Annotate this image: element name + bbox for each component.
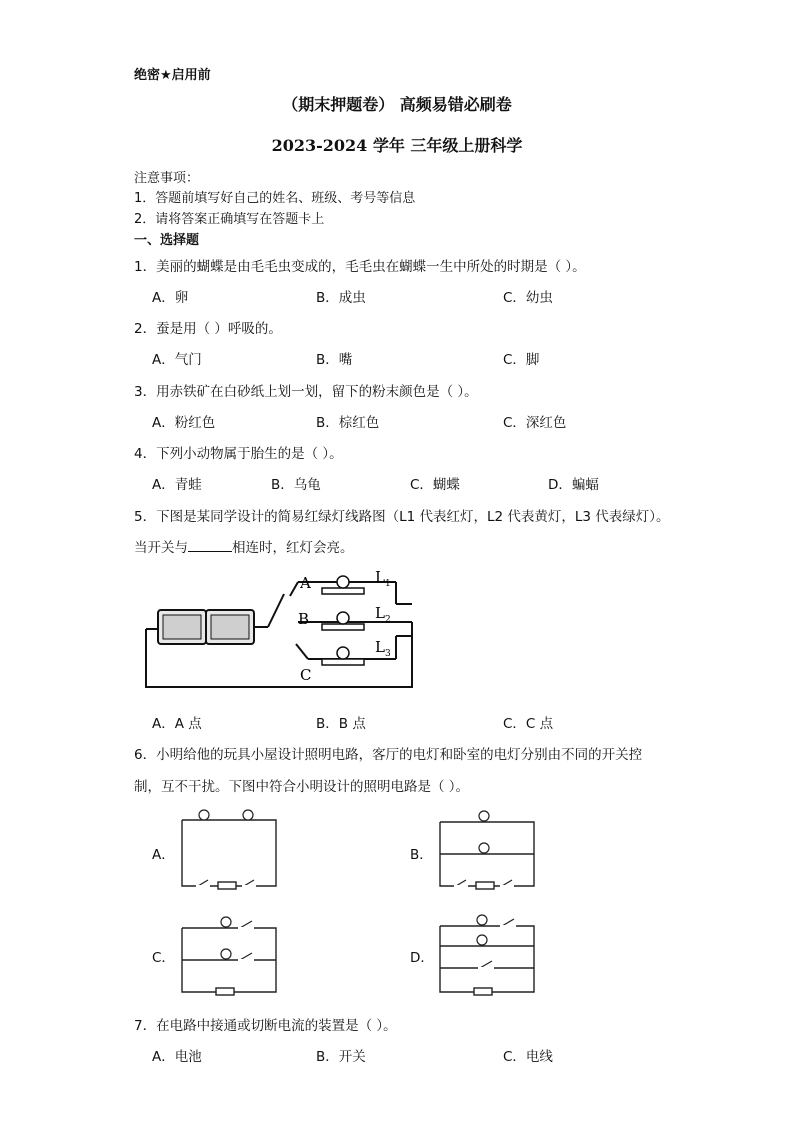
question-2: 2．蚕是用（ ）呼吸的。 xyxy=(134,321,282,337)
option-c[interactable]: C．C 点 xyxy=(503,716,554,732)
note-item: 2．请将答案正确填写在答题卡上 xyxy=(134,212,325,227)
option-a[interactable]: A．电池 xyxy=(152,1049,202,1065)
option-a[interactable]: A．粉红色 xyxy=(152,415,216,431)
bulb-l1-label: $L_1$ xyxy=(375,568,391,589)
question-5-text-after: 相连时，红灯会亮。 xyxy=(232,540,354,556)
option-c[interactable]: C．深红色 xyxy=(503,415,567,431)
point-b-label: B xyxy=(298,610,310,628)
notes-heading: 注意事项： xyxy=(134,171,200,186)
question-5-text-before: 当开关与 xyxy=(134,540,188,556)
circuit-option-d xyxy=(438,906,538,998)
question-4: 4．下列小动物属于胎生的是（ ）。 xyxy=(134,446,343,462)
exam-subtitle: 2023-2024 学年 三年级上册科学 xyxy=(271,136,523,155)
option-d[interactable]: D． xyxy=(410,950,434,966)
secret-label: 绝密★启用前 xyxy=(134,68,211,83)
option-b[interactable]: B．棕红色 xyxy=(316,415,380,431)
option-c[interactable]: C．脚 xyxy=(503,352,540,368)
option-b[interactable]: B．B 点 xyxy=(316,716,366,732)
option-d[interactable]: D．蝙蝠 xyxy=(548,477,599,493)
option-b[interactable]: B．成虫 xyxy=(316,290,366,306)
question-6-line2: 制，互不干扰。下图中符合小明设计的照明电路是（ ）。 xyxy=(134,779,470,795)
question-5-line2 xyxy=(134,536,354,556)
option-b[interactable]: B． xyxy=(410,847,433,863)
option-b[interactable]: B．嘴 xyxy=(316,352,353,368)
exam-title: （期末押题卷） 高频易错必刷卷 xyxy=(282,95,512,114)
option-a[interactable]: A． xyxy=(152,847,175,863)
question-5: 5．下图是某同学设计的简易红绿灯线路图（L1 代表红灯，L2 代表黄灯，L3 代表绿灯）。 xyxy=(134,509,670,525)
bulb-l3-label: $L_3$ xyxy=(375,638,391,659)
note-item: 1．答题前填写好自己的姓名、班级、考号等信息 xyxy=(134,191,416,206)
question-3: 3．用赤铁矿在白砂纸上划一划，留下的粉末颜色是（ ）。 xyxy=(134,384,478,400)
option-c[interactable]: C． xyxy=(152,950,175,966)
point-a-label: A xyxy=(300,574,311,592)
circuit-option-a xyxy=(180,806,280,891)
question-1: 1．美丽的蝴蝶是由毛毛虫变成的，毛毛虫在蝴蝶一生中所处的时期是（ ）。 xyxy=(134,259,586,275)
option-b[interactable]: B．乌龟 xyxy=(271,477,321,493)
option-a[interactable]: A．气门 xyxy=(152,352,202,368)
option-c[interactable]: C．蝴蝶 xyxy=(410,477,460,493)
option-a[interactable]: A．A 点 xyxy=(152,716,202,732)
traffic-light-circuit-diagram xyxy=(138,566,418,691)
answer-blank[interactable] xyxy=(188,539,232,552)
circuit-option-c xyxy=(180,908,280,998)
option-a[interactable]: A．青蛙 xyxy=(152,477,202,493)
option-a[interactable]: A．卵 xyxy=(152,290,189,306)
bulb-l2-label: $L_2$ xyxy=(375,604,391,625)
option-c[interactable]: C．电线 xyxy=(503,1049,553,1065)
section-heading: 一、选择题 xyxy=(134,233,200,248)
point-c-label: C xyxy=(300,666,312,684)
circuit-option-b xyxy=(438,806,538,891)
option-c[interactable]: C．幼虫 xyxy=(503,290,553,306)
option-b[interactable]: B．开关 xyxy=(316,1049,366,1065)
question-6: 6．小明给他的玩具小屋设计照明电路，客厅的电灯和卧室的电灯分别由不同的开关控 xyxy=(134,747,643,763)
question-7: 7．在电路中接通或切断电流的装置是（ ）。 xyxy=(134,1018,397,1034)
